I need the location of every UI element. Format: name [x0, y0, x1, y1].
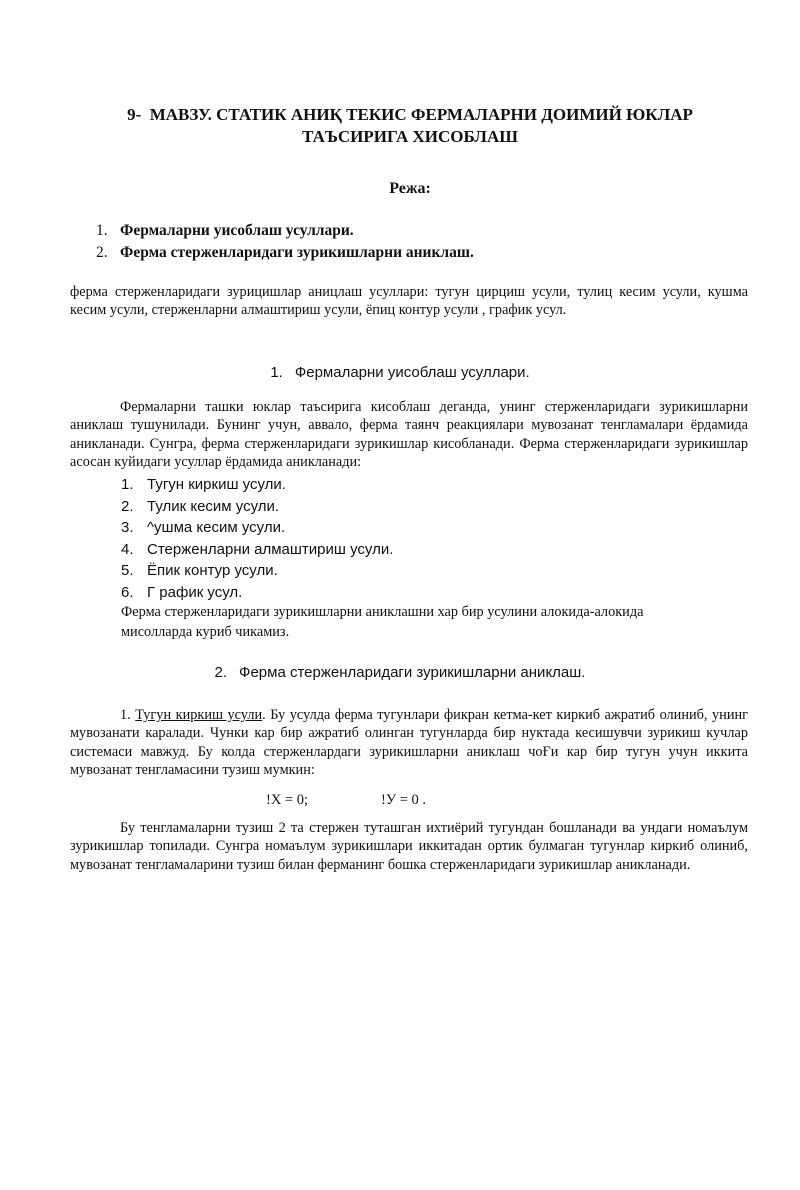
- section-2-heading: [0, 664, 800, 681]
- methods-list: [121, 474, 393, 604]
- plan-item-number: 2.: [96, 244, 108, 261]
- method-text: Тулик кесим усули.: [147, 497, 280, 515]
- plan-heading: Режа:: [389, 180, 431, 197]
- closing-paragraph: Бу тенгламаларни тузиш 2 та стержен туташган ихтиёрий тугундан бошланади ва ундаги номаълум зурикишлар топилади. Сунгра номаълум зурикишлари иккитадан ортик булмаган тугунлар киркиб олиниб, мувозанат тенгламаларини тузиш билан ферманинг бошка стерженларидаги зурикишлар аникланади.: [70, 820, 748, 873]
- method-number: 6.: [121, 583, 134, 601]
- title-line-2: ТАЪСИРИГА ХИСОБЛАШ: [302, 127, 518, 146]
- method-text: Стерженларни алмаштириш усули.: [147, 540, 394, 558]
- method-text: Тугун киркиш усули.: [147, 476, 286, 493]
- paragraph-body: . Бу усулда ферма тугунлари фикран кетма-кет киркиб ажратиб олиниб, унинг мувозанати каралади. Чунки кар бир ажратиб олинган тугунларда бир нуктада кесишувчи зурикиш кучлар системаси мавжуд. Бу колда стерженлардаги зурикишларни аниклаш чоҒи кар бир тугун учун иккита мувозанат тенгламасини тузиш мумкин:: [70, 707, 748, 778]
- title-text-1: МАВЗУ. СТАТИК АНИҚ ТЕКИС ФЕРМАЛАРНИ ДОИМИЙ ЮКЛАР: [149, 105, 693, 124]
- method-number: 1.: [121, 476, 134, 493]
- section-1-number: 1.: [270, 364, 283, 381]
- method-number: 2.: [121, 497, 134, 515]
- plan-item: [96, 220, 474, 242]
- method-item: [121, 582, 393, 604]
- method-item: [121, 560, 393, 582]
- method-reference: Тугун киркиш усули: [135, 707, 263, 723]
- method-item: [121, 539, 393, 561]
- plan-item-number: 1.: [96, 222, 108, 239]
- method-number: 4.: [121, 540, 134, 558]
- section-1-title: Фермаларни уисоблаш усуллари.: [294, 364, 530, 381]
- method-number: 3.: [121, 519, 134, 537]
- plan-item-text: Фермаларни уисоблаш усуллари.: [120, 222, 354, 239]
- method-item: [121, 474, 393, 496]
- section-1-heading: [0, 364, 800, 381]
- plan-item-text: Ферма стерженларидаги зурикишларни аниклаш.: [120, 244, 474, 261]
- title-line-1: [70, 104, 750, 126]
- section-2-paragraph: [70, 706, 748, 779]
- section-2-title: Ферма стерженларидаги зурикишларни аниклаш.: [239, 664, 586, 681]
- method-text: ^ушма кесим усули.: [147, 519, 286, 537]
- method-text: Г рафик усул.: [147, 583, 243, 601]
- method-number: 5.: [121, 562, 134, 580]
- plan-item: [96, 242, 474, 264]
- equilibrium-y: !У = 0 .: [381, 792, 427, 808]
- section-2-number: 2.: [214, 664, 228, 681]
- document-title: [70, 104, 750, 148]
- equilibrium-x: !X = 0;: [266, 792, 309, 808]
- method-text: Ёпик контур усули.: [147, 562, 278, 580]
- method-item: [121, 496, 393, 518]
- plan-list: [96, 220, 474, 264]
- methods-note: Ферма стерженларидаги зурикишларни аниклашни хар бир усулини алокида-алокида мисолларда куриб чикамиз.: [121, 604, 644, 640]
- paragraph-number: 1.: [120, 707, 131, 723]
- keywords-paragraph: ферма стерженларидаги зурицишлар аницлаш усуллари: тугун цирциш усули, тулиц кесим усули, кушма кесим усули, стерженларни алмаштириш усули, ёпиц контур усули , график усул.: [70, 284, 748, 319]
- title-number: 9-: [127, 105, 142, 124]
- section-1-paragraph: Фермаларни ташки юклар таъсирига кисоблаш деганда, унинг стерженларидаги зурикишларни аниклаш тушунилади. Бунинг учун, аввало, ферма таянч реакциялари мувозанат тенгламалари ёрдамида аникланади. Сунгра, ферма стерженларидаги зурикишлар кисобланади. Ферма стерженларидаги зурикишлар асосан куйидаги усуллар ёрдамида аникланади:: [70, 399, 748, 470]
- method-item: [121, 517, 393, 539]
